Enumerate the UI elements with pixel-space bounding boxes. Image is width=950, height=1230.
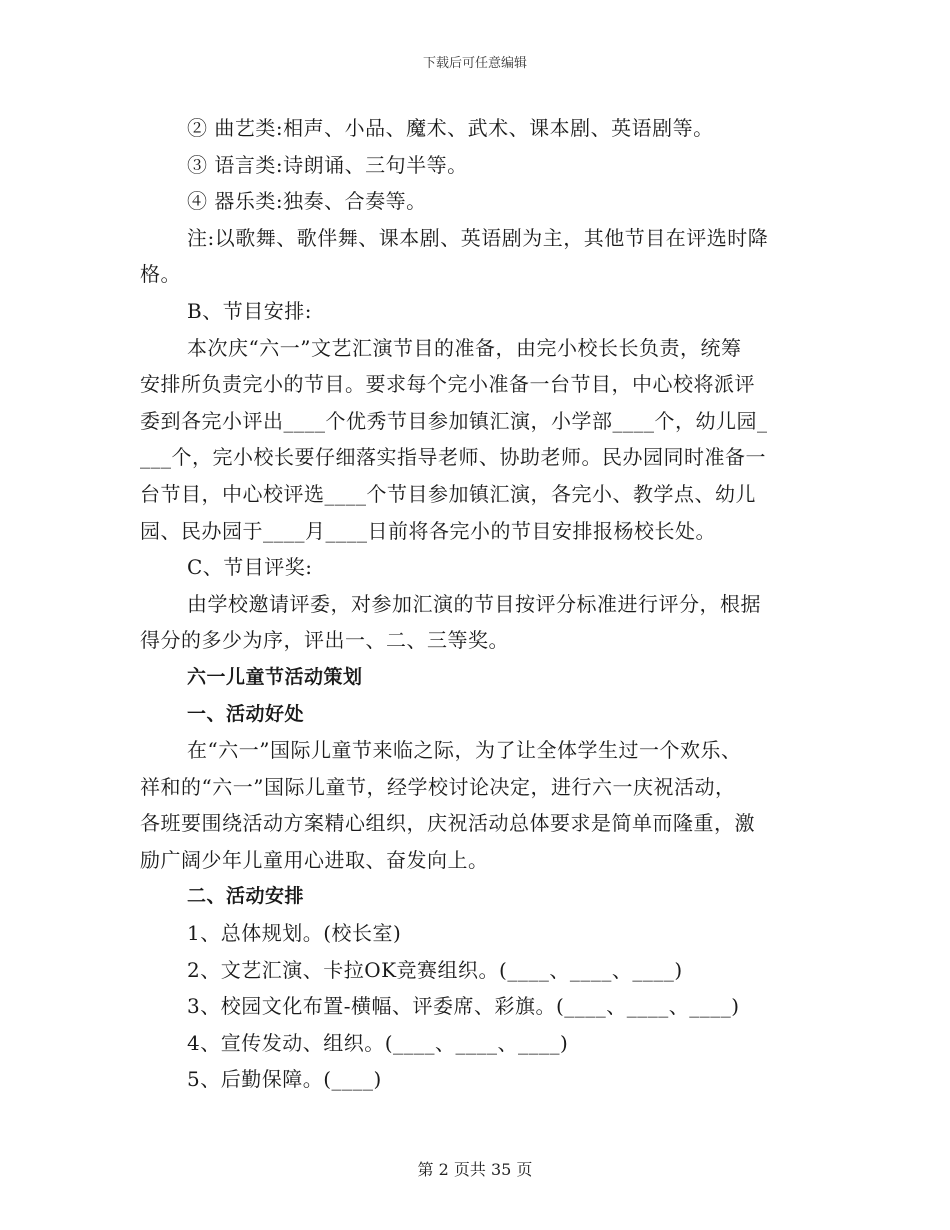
document-body xyxy=(140,110,810,1098)
text-line: 园、民办园于____月____日前将各完小的节目安排报杨校长处。 xyxy=(140,518,716,543)
text-line: 注:以歌舞、歌伴舞、课本剧、英语剧为主，其他节目在评选时降 xyxy=(187,225,769,250)
page-header: 下载后可任意编辑 xyxy=(422,56,527,71)
page-footer: 第 2 页共 35 页 xyxy=(417,1160,533,1179)
text-line: 得分的多少为序，评出一、二、三等奖。 xyxy=(140,628,509,653)
text-line: 5、后勤保障。(____) xyxy=(187,1067,382,1092)
text-line: 1、总体规划。(校长室) xyxy=(187,921,402,946)
text-line: 2、文艺汇演、卡拉OK竞赛组织。(____、____、____) xyxy=(187,957,683,982)
text-line: 安排所负责完小的节目。要求每个完小准备一台节目，中心校将派评 xyxy=(140,372,755,397)
text-line: 祥和的“六一”国际儿童节，经学校讨论决定，进行六一庆祝活动， xyxy=(140,774,736,799)
text-line: B、节目安排: xyxy=(187,298,312,323)
text-line: ② 曲艺类:相声、小品、魔术、武术、课本剧、英语剧等。 xyxy=(187,116,714,140)
text-line: 在“六一”国际儿童节来临之际，为了让全体学生过一个欢乐、 xyxy=(187,738,742,763)
text-line: 各班要围绕活动方案精心组织，庆祝活动总体要求是简单而隆重，激 xyxy=(140,811,755,836)
text-line: 委到各完小评出____个优秀节目参加镇汇演，小学部____个，幼儿园_ xyxy=(140,408,768,433)
text-line: 励广阔少年儿童用心进取、奋发向上。 xyxy=(140,847,489,872)
text-line: ③ 语言类:诗朗诵、三句半等。 xyxy=(187,152,468,177)
text-line: ___个，完小校长要仔细落实指导老师、协助老师。民办园同时准备一 xyxy=(140,445,766,470)
text-line: 4、宣传发动、组织。(____、____、____) xyxy=(187,1030,569,1055)
text-line: 3、校园文化布置-横幅、评委席、彩旗。(____、____、____) xyxy=(187,994,740,1019)
text-line: 格。 xyxy=(140,262,181,287)
text-line: 台节目，中心校评选____个节目参加镇汇演，各完小、教学点、幼儿 xyxy=(140,481,756,506)
text-line: 由学校邀请评委，对参加汇演的节目按评分标准进行评分，根据 xyxy=(187,591,761,616)
section-heading: 二、活动安排 xyxy=(187,885,305,908)
text-line: C、节目评奖: xyxy=(187,555,313,580)
text-line: ④ 器乐类:独奏、合奏等。 xyxy=(187,189,427,214)
text-line: 本次庆“六一”文艺汇演节目的准备，由完小校长长负责，统筹 xyxy=(187,335,742,360)
section-heading: 六一儿童节活动策划 xyxy=(187,665,363,688)
section-heading: 一、活动好处 xyxy=(187,702,305,725)
